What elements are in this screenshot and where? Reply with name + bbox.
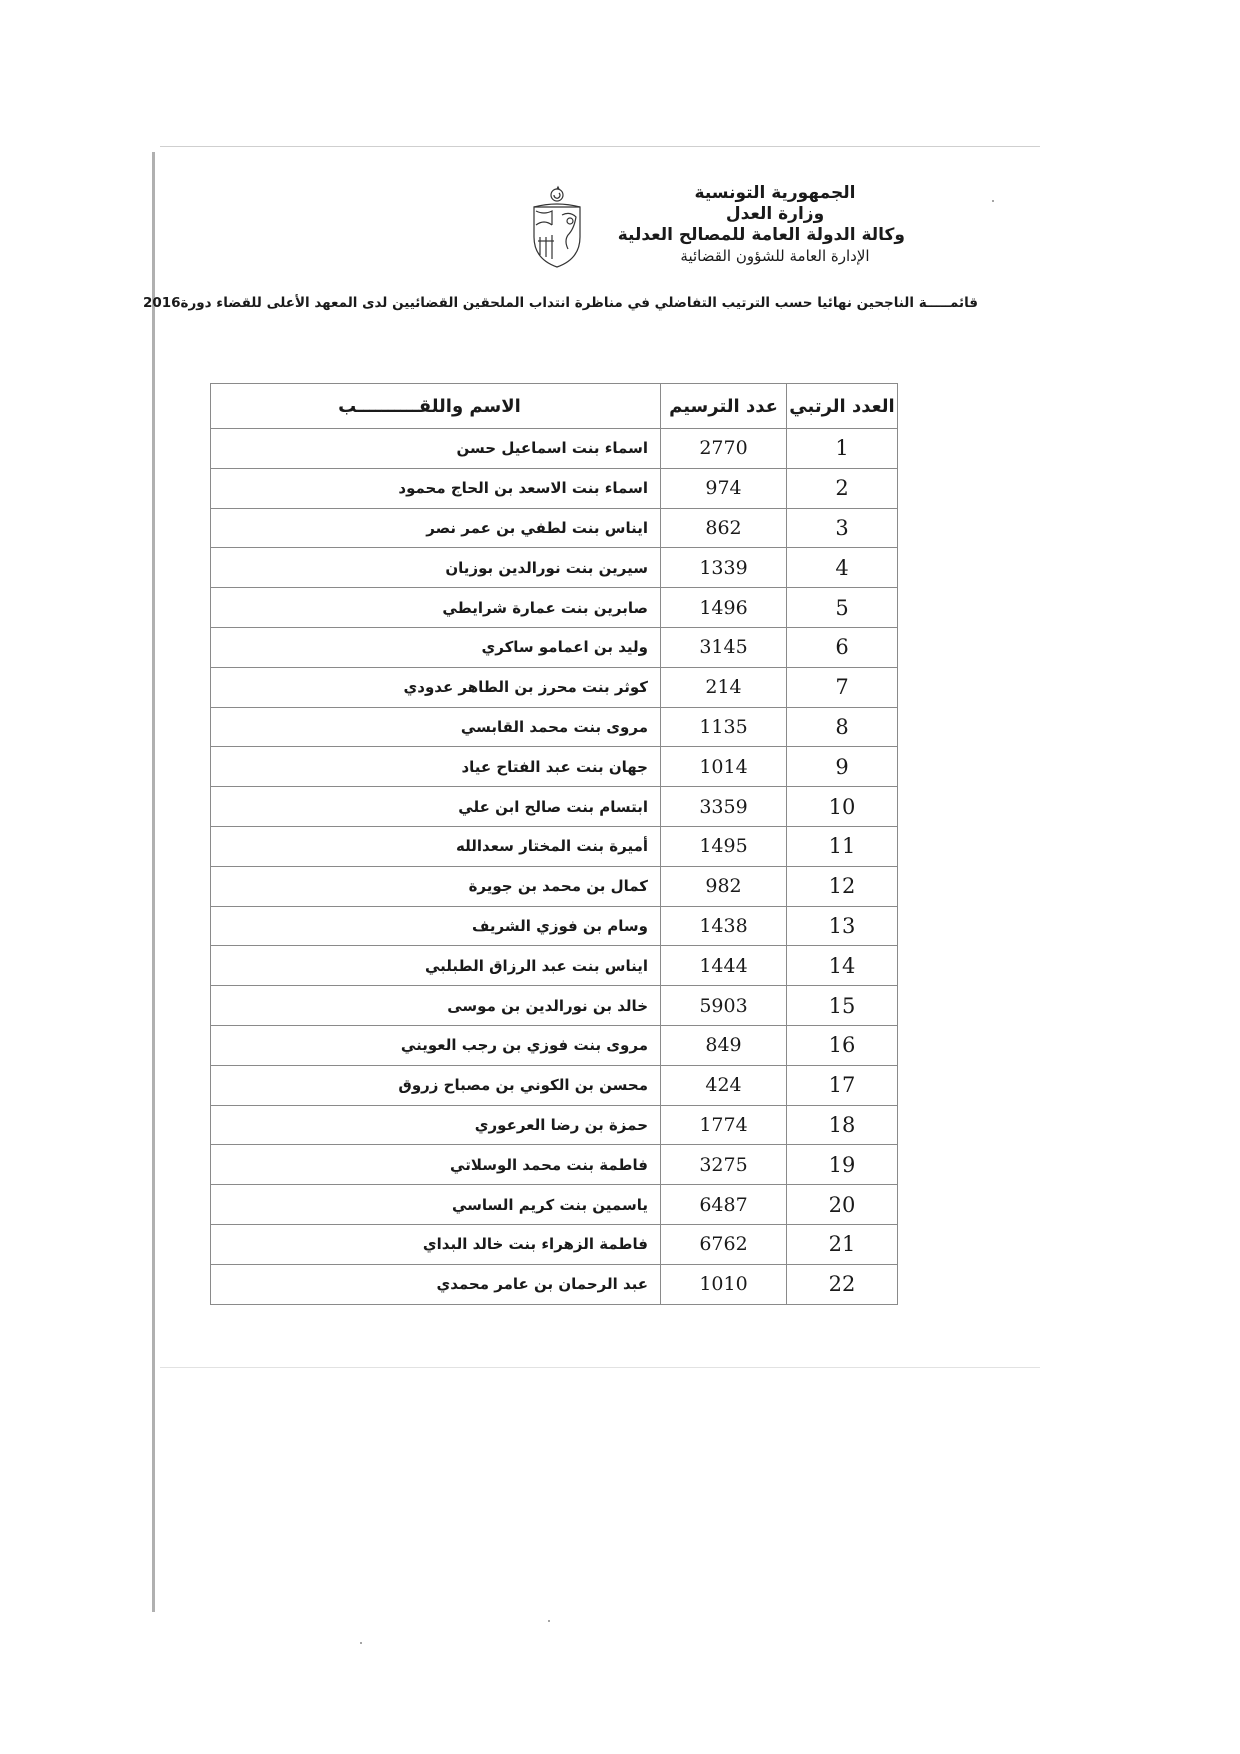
results-table [210, 383, 898, 1305]
table-row [211, 429, 898, 469]
scan-speck [360, 1642, 362, 1644]
table-row [211, 1224, 898, 1264]
name-cell: وليد بن اعمامو ساكري [211, 627, 661, 667]
name-cell: فاطمة الزهراء بنت خالد البداي [211, 1224, 661, 1264]
registration-cell: 214 [661, 667, 787, 707]
header-rank: العدد الرتبي [787, 384, 898, 429]
registration-cell: 1010 [661, 1264, 787, 1304]
rank-cell: 14 [787, 946, 898, 986]
scan-speck [992, 200, 994, 202]
agency-name: وكالة الدولة العامة للمصالح العدلية [617, 225, 905, 245]
registration-cell: 862 [661, 508, 787, 548]
table-row [211, 826, 898, 866]
rank-cell: 10 [787, 787, 898, 827]
rank-cell: 13 [787, 906, 898, 946]
tunisia-coat-of-arms-icon [524, 185, 590, 269]
table-row [211, 986, 898, 1026]
rank-cell: 18 [787, 1105, 898, 1145]
name-cell: وسام بن فوزي الشريف [211, 906, 661, 946]
rank-cell: 20 [787, 1185, 898, 1225]
name-cell: حمزة بن رضا العرعوري [211, 1105, 661, 1145]
name-cell: أميرة بنت المختار سعدالله [211, 826, 661, 866]
registration-cell: 1774 [661, 1105, 787, 1145]
name-cell: سيرين بنت نورالدين بوزيان [211, 548, 661, 588]
rank-cell: 12 [787, 866, 898, 906]
scan-edge-left [152, 152, 155, 1612]
rank-cell: 6 [787, 627, 898, 667]
table-row [211, 468, 898, 508]
rank-cell: 16 [787, 1025, 898, 1065]
table-row [211, 707, 898, 747]
rank-cell: 2 [787, 468, 898, 508]
name-cell: خالد بن نورالدين بن موسى [211, 986, 661, 1026]
registration-cell: 3275 [661, 1145, 787, 1185]
registration-cell: 1014 [661, 747, 787, 787]
table-row [211, 787, 898, 827]
rank-cell: 8 [787, 707, 898, 747]
rank-cell: 19 [787, 1145, 898, 1185]
rank-cell: 1 [787, 429, 898, 469]
table-row [211, 548, 898, 588]
rank-cell: 11 [787, 826, 898, 866]
rank-cell: 21 [787, 1224, 898, 1264]
registration-cell: 3359 [661, 787, 787, 827]
rank-cell: 9 [787, 747, 898, 787]
table-row [211, 747, 898, 787]
registration-cell: 1496 [661, 588, 787, 628]
rank-cell: 7 [787, 667, 898, 707]
table-row [211, 588, 898, 628]
registration-cell: 6762 [661, 1224, 787, 1264]
registration-cell: 2770 [661, 429, 787, 469]
rank-cell: 4 [787, 548, 898, 588]
name-cell: فاطمة بنت محمد الوسلاتي [211, 1145, 661, 1185]
header-name: الاسم واللقــــــــــب [211, 384, 661, 429]
name-cell: كمال بن محمد بن جويرة [211, 866, 661, 906]
registration-cell: 1438 [661, 906, 787, 946]
name-cell: جهان بنت عبد الفتاح عياد [211, 747, 661, 787]
rank-cell: 22 [787, 1264, 898, 1304]
table-row [211, 1025, 898, 1065]
republic-name: الجمهورية التونسية [694, 183, 856, 203]
table-row [211, 906, 898, 946]
name-cell: ايناس بنت عبد الرزاق الطبلبي [211, 946, 661, 986]
directorate-name: الإدارة العامة للشؤون القضائية [680, 247, 870, 265]
registration-cell: 1444 [661, 946, 787, 986]
table-row [211, 946, 898, 986]
registration-cell: 849 [661, 1025, 787, 1065]
table-row [211, 866, 898, 906]
table-header-row [211, 384, 898, 429]
name-cell: محسن بن الكوني بن مصباح زروق [211, 1065, 661, 1105]
scan-edge-bottom [160, 1367, 1040, 1368]
table-row [211, 1105, 898, 1145]
scan-edge-top [160, 146, 1040, 147]
registration-cell: 1339 [661, 548, 787, 588]
rank-cell: 17 [787, 1065, 898, 1105]
registration-cell: 6487 [661, 1185, 787, 1225]
table-body [211, 429, 898, 1305]
name-cell: كوثر بنت محرز بن الطاهر عدودي [211, 667, 661, 707]
registration-cell: 1135 [661, 707, 787, 747]
table-row [211, 1185, 898, 1225]
table-row [211, 1145, 898, 1185]
table-row [211, 627, 898, 667]
name-cell: عبد الرحمان بن عامر محمدي [211, 1264, 661, 1304]
name-cell: ايناس بنت لطفي بن عمر نصر [211, 508, 661, 548]
name-cell: صابرين بنت عمارة شرايطي [211, 588, 661, 628]
name-cell: ابتسام بنت صالح ابن علي [211, 787, 661, 827]
letterhead [617, 183, 905, 267]
table-row [211, 667, 898, 707]
name-cell: اسماء بنت اسماعيل حسن [211, 429, 661, 469]
name-cell: مروى بنت فوزي بن رجب العويني [211, 1025, 661, 1065]
name-cell: مروى بنت محمد القابسي [211, 707, 661, 747]
header-registration: عدد الترسيم [661, 384, 787, 429]
ministry-name: وزارة العدل [725, 204, 825, 224]
document-title: قائمـــــة الناجحين نهائيا حسب الترتيب التفاضلي في مناظرة انتداب الملحقين القضائيين لدى المعهد الأعلى للقضاء دورة2016 [142, 295, 978, 311]
scan-speck [548, 1620, 550, 1622]
registration-cell: 5903 [661, 986, 787, 1026]
rank-cell: 3 [787, 508, 898, 548]
registration-cell: 3145 [661, 627, 787, 667]
registration-cell: 974 [661, 468, 787, 508]
table-row [211, 1264, 898, 1304]
rank-cell: 15 [787, 986, 898, 1026]
registration-cell: 1495 [661, 826, 787, 866]
rank-cell: 5 [787, 588, 898, 628]
registration-cell: 982 [661, 866, 787, 906]
registration-cell: 424 [661, 1065, 787, 1105]
table-row [211, 1065, 898, 1105]
name-cell: ياسمين بنت كريم الساسي [211, 1185, 661, 1225]
table-row [211, 508, 898, 548]
name-cell: اسماء بنت الاسعد بن الحاج محمود [211, 468, 661, 508]
